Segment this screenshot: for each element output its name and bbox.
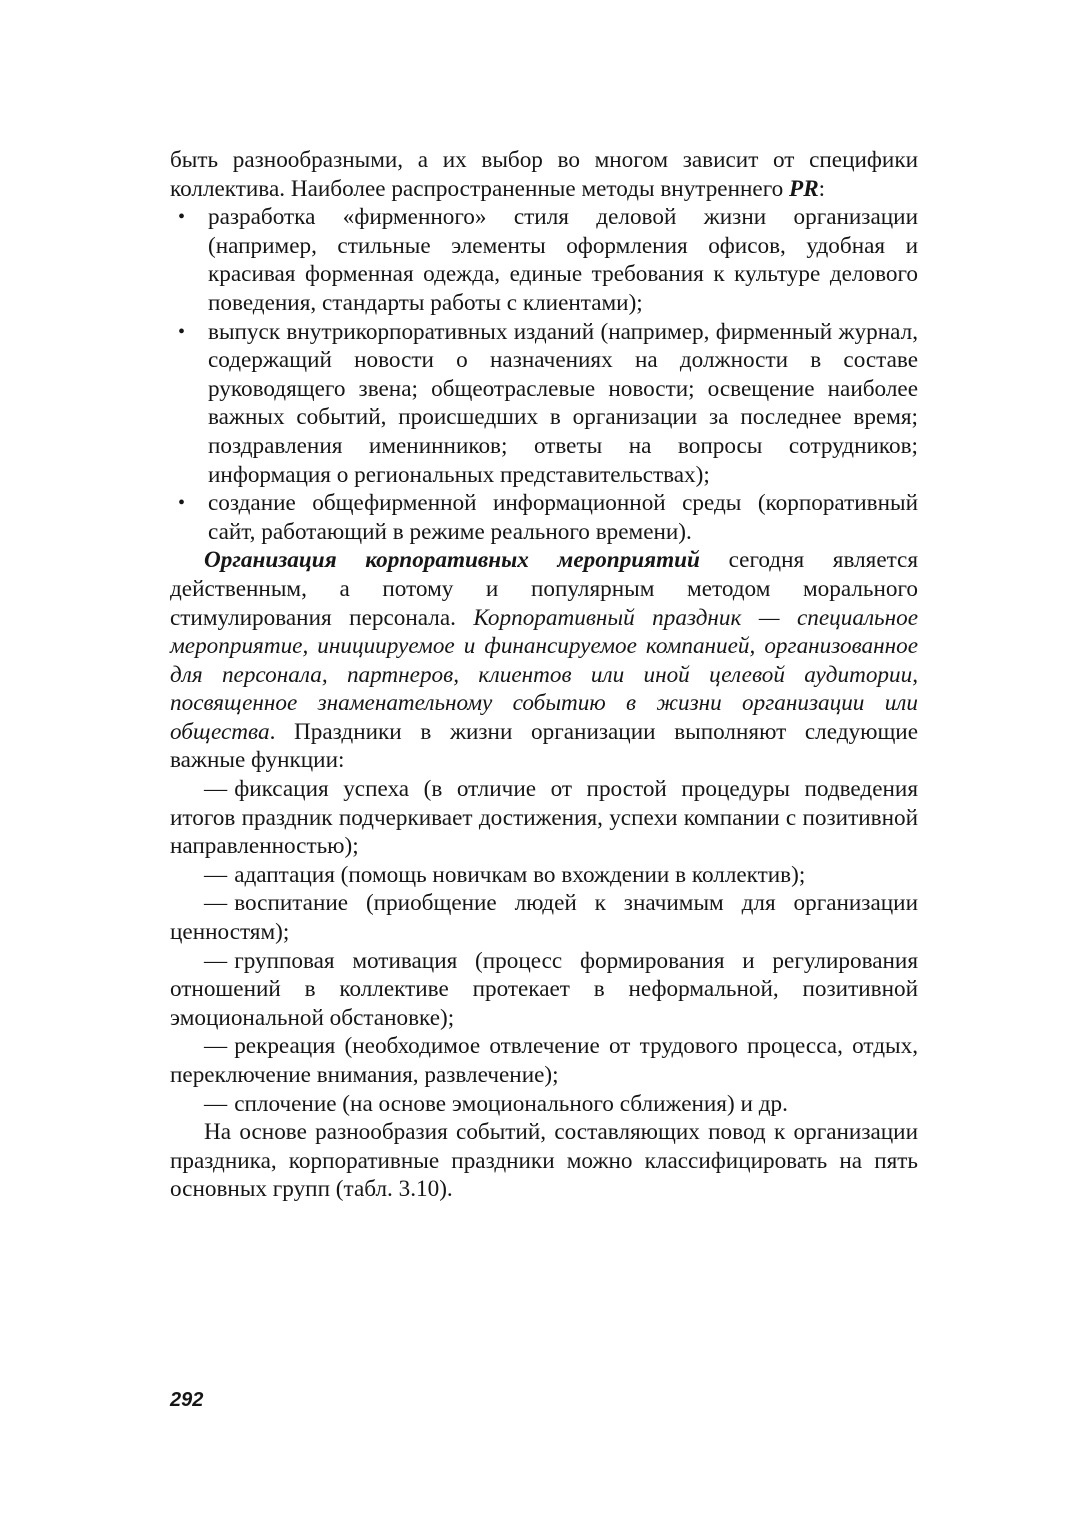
function-item — [170, 1090, 918, 1119]
intro-colon: : — [818, 175, 826, 202]
events-after: . Праздники в жизни организации выполняют следующие важные функции: — [170, 718, 918, 774]
function-text: групповая мотивация (процесс формирования и регулирования отношений в коллективе протекает в неформальной, позитивной эмоциональной обстановке); — [170, 947, 918, 1031]
intro-paragraph — [170, 146, 918, 203]
pr-abbreviation: PR — [789, 175, 819, 202]
events-text: сегодня является действенным, а потому и популярным методом морального стимулирования персонала. — [170, 547, 918, 631]
list-item: • разработка «фирменного» стиля деловой жизни организации (например, стильные элементы оформления офисов, удобная и красивая форменная одежда, единые требования к культуре делового поведения, стандарты работы с клиентами); — [208, 203, 918, 317]
events-paragraph — [170, 546, 918, 775]
dash-mark: — — [204, 947, 228, 974]
pr-methods-list — [170, 203, 918, 546]
function-item — [170, 861, 918, 890]
list-item: • создание общефирменной информационной среды (корпоративный сайт, работающий в режиме реального времени). — [208, 489, 918, 546]
events-term: Организация корпоративных мероприятий — [204, 547, 700, 574]
function-item — [170, 775, 918, 861]
dash-mark: — — [204, 890, 228, 917]
intro-text: быть разнообразными, а их выбор во многом зависит от специфики коллектива. Наиболее распространенные методы внутреннего — [170, 147, 918, 202]
function-text: адаптация (помощь новичкам во вхождении в коллектив); — [234, 861, 806, 888]
dash-mark: — — [204, 776, 228, 803]
list-item: • выпуск внутрикорпоративных изданий (например, фирменный журнал, содержащий новости о назначениях на должности в составе руководящего звена; общеотраслевые новости; освещение наиболее важных событий, происшедших в организации за последнее время; поздравления именинников; ответы на вопросы сотрудников; информация о региональных представительствах); — [208, 318, 918, 490]
function-text: рекреация (необходимое отвлечение от трудового процесса, отдых, переключение внимания, развлечение); — [170, 1033, 918, 1088]
function-text: сплочение (на основе эмоционального сближения) и др. — [234, 1090, 788, 1117]
dash-mark: — — [204, 861, 228, 888]
holiday-definition: Корпоративный праздник — специальное мероприятие, инициируемое и финансируемое компанией, организованное для персонала, партнеров, клиентов или иной целевой аудитории, посвященное знаменательному событию в жизни организации или общества — [170, 604, 918, 745]
dash-mark: — — [204, 1090, 228, 1117]
function-item — [170, 947, 918, 1033]
function-text: фиксация успеха (в отличие от простой процедуры подведения итогов праздник подчеркивает достижения, успехи компании с позитивной направленностью); — [170, 776, 918, 860]
closing-paragraph: На основе разнообразия событий, составляющих повод к организации праздника, корпоративные праздники можно классифицировать на пять основных групп (табл. 3.10). — [170, 1119, 918, 1203]
function-item — [170, 1032, 918, 1089]
page-number: 292 — [170, 1389, 204, 1411]
dash-mark: — — [204, 1033, 228, 1060]
body-text — [170, 146, 918, 1204]
function-text: воспитание (приобщение людей к значимым для организации ценностям); — [170, 890, 918, 946]
function-item — [170, 889, 918, 946]
